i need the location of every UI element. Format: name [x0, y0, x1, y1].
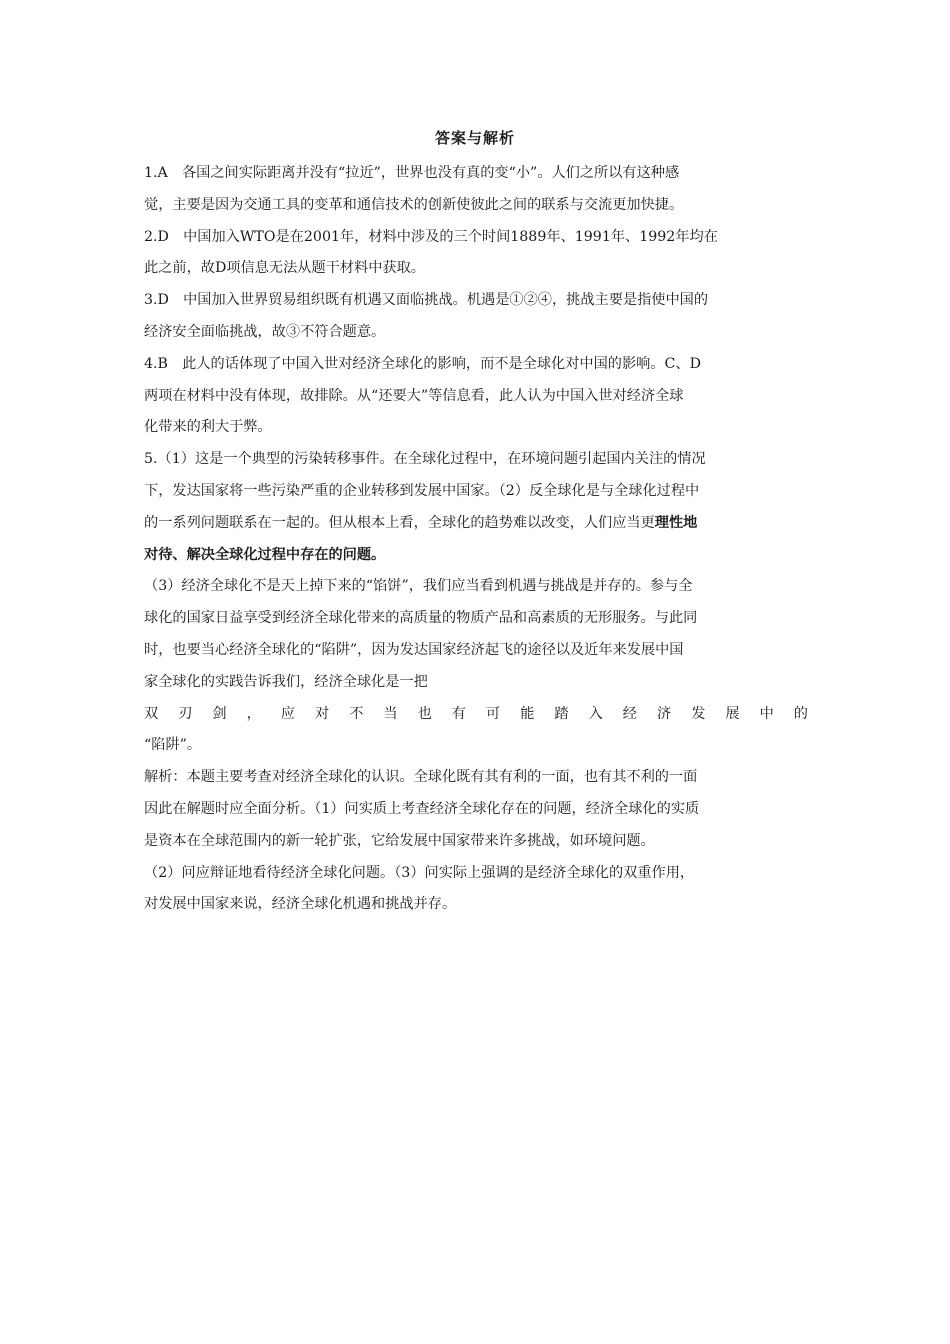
answer-3-line-2: 经济安全面临挑战，故③不符合题意。: [144, 323, 386, 340]
answer-content: [144, 158, 808, 921]
answer-5-line-3: [144, 508, 808, 540]
analysis-line-3: 是资本在全球范围内的新一轮扩张，它给发展中国家带来许多挑战，如环境问题。: [144, 832, 655, 849]
answer-4-line-1: 4.B 此人的话体现了中国入世对经济全球化的影响，而不是全球化对中国的影响。C、D: [144, 355, 701, 372]
answer-2-line-1: 2.D 中国加入WTO是在2001年，材料中涉及的三个时间1889年、1991年、1992年均在: [144, 228, 718, 245]
analysis-line-4: （2）问应辩证地看待经济全球化问题。（3）问实际上强调的是经济全球化的双重作用，: [144, 864, 695, 881]
answer-5-end-line: “陷阱”。: [144, 737, 202, 754]
answer-1-line-1: 1.A 各国之间实际距离并没有“拉近”，世界也没有真的变“小”。人们之所以有这种感: [144, 165, 680, 181]
answer-5-part3-line-2: 球化的国家日益享受到经济全球化带来的高质量的物质产品和高素质的无形服务。与此同: [144, 610, 698, 627]
answer-4-line-2: 两项在材料中没有体现，故排除。从“还要大”等信息看，此人认为中国入世对经济全球: [144, 387, 684, 404]
answer-5-line-4: 对待、解决全球化过程中存在的问题。: [144, 546, 386, 563]
answer-5-spread-line: 双刃剑，应对不当也有可能踏入经济发展中的: [144, 705, 808, 722]
answer-5-part3-line-4: 家全球化的实践告诉我们，经济全球化是一把: [144, 673, 428, 690]
analysis-line-5: 对发展中国家来说，经济全球化机遇和挑战并存。: [144, 896, 457, 913]
answer-2-line-2: 此之前，故D项信息无法从题干材料中获取。: [144, 260, 425, 277]
answer-5-part3-line-3: 时，也要当心经济全球化的“陷阱”，因为发达国家经济起飞的途径以及近年来发展中国: [144, 641, 684, 658]
analysis-line-1: 解析：本题主要考查对经济全球化的认识。全球化既有其有利的一面，也有其不利的一面: [144, 769, 698, 786]
answer-5-line-3-bold: 理性地: [654, 514, 698, 531]
answer-5-line-2: 下，发达国家将一些污染严重的企业转移到发展中国家。（2）反全球化是与全球化过程中: [144, 482, 700, 499]
answer-5-part3-line-1: （3）经济全球化不是天上掉下来的“馅饼”，我们应当看到机遇与挑战是并存的。参与全: [144, 578, 693, 595]
analysis-line-2: 因此在解题时应全面分析。（1）问实质上考查经济全球化存在的问题，经济全球化的实质: [144, 800, 700, 817]
answer-5-line-3-text: 的一系列问题联系在一起的。但从根本上看，全球化的趋势难以改变，人们应当更: [144, 514, 655, 531]
answer-3-line-1: 3.D 中国加入世界贸易组织既有机遇又面临挑战。机遇是①②④，挑战主要是指使中国的: [144, 292, 709, 309]
answer-1-line-2: 觉，主要是因为交通工具的变革和通信技术的创新使彼此之间的联系与交流更加快捷。: [144, 196, 684, 213]
answer-5-line-1: 5.（1）这是一个典型的污染转移事件。在全球化过程中，在环境问题引起国内关注的情况: [144, 451, 706, 468]
page-title: 答案与解析: [434, 129, 515, 147]
answer-4-line-3: 化带来的利大于弊。: [144, 419, 272, 436]
